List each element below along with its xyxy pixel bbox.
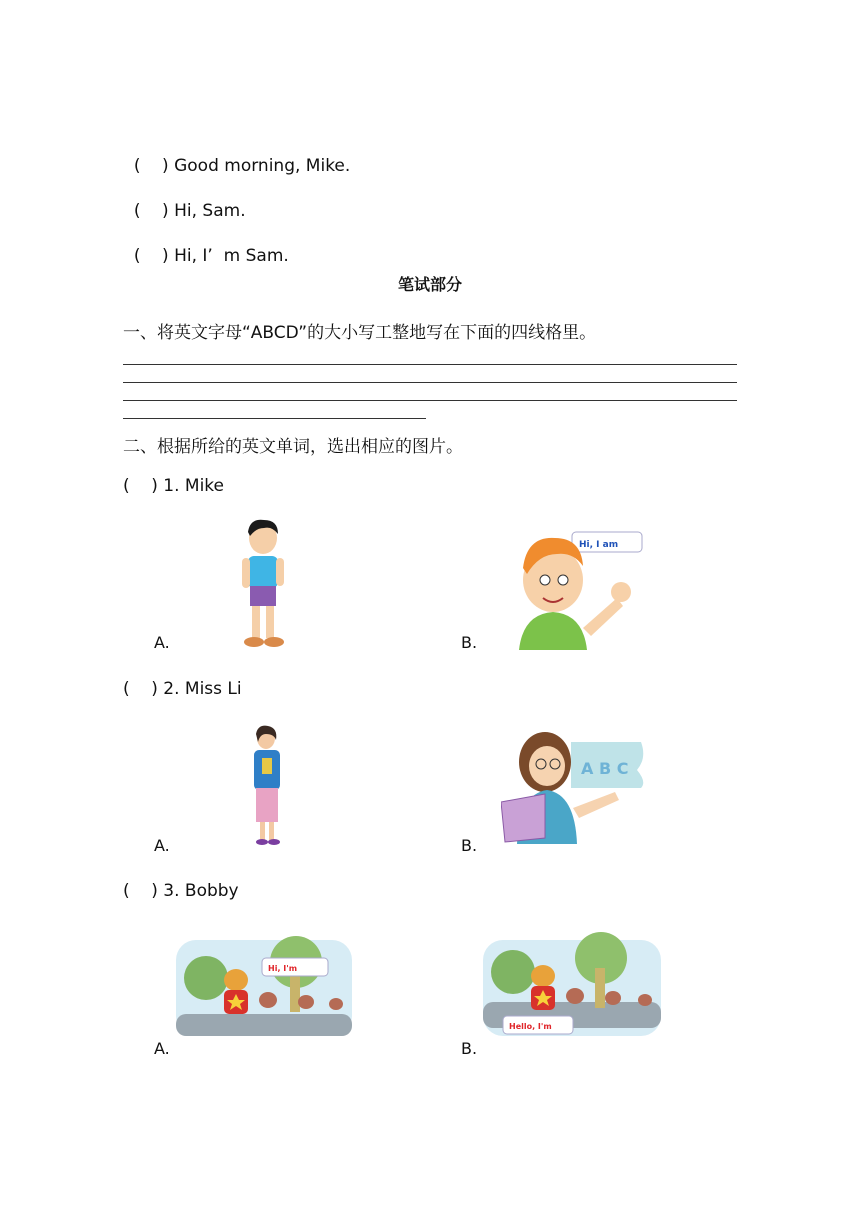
option-b-label: B. xyxy=(461,836,478,855)
writing-line-2 xyxy=(123,382,737,383)
q2-heading: 二、根据所给的英文单词，选出相应的图片。 xyxy=(123,437,463,457)
option-a-label: A. xyxy=(154,633,170,652)
option-a-label: A. xyxy=(154,1039,170,1058)
boy-waving-image xyxy=(517,518,659,650)
item-text: Good morning, Mike. xyxy=(174,156,351,176)
q2-item-2-prompt: ( ) 2. Miss Li xyxy=(123,679,242,699)
bobby-scene-b-image xyxy=(483,922,661,1054)
writing-line-4 xyxy=(123,418,426,419)
answer-paren: ( ) xyxy=(133,201,169,221)
board-letters: A B C xyxy=(581,759,629,778)
listening-item-3 xyxy=(123,226,289,266)
q1-heading: 一、将英文字母“ABCD”的大小写工整地写在下面的四线格里。 xyxy=(123,323,597,343)
teacher-with-book-image xyxy=(501,728,647,844)
answer-paren: ( ) xyxy=(133,246,169,266)
speech-bubble-text: Hi, I am xyxy=(579,540,619,550)
listening-item-2 xyxy=(123,181,246,221)
answer-paren: ( ) xyxy=(133,156,169,176)
option-b-label: B. xyxy=(461,633,478,652)
section-title: 笔试部分 xyxy=(397,275,462,294)
writing-line-1 xyxy=(123,364,737,365)
speech-bubble-text: Hello, I'm xyxy=(509,1022,552,1031)
q2-item-3-prompt: ( ) 3. Bobby xyxy=(123,881,239,901)
speech-bubble-text: Hi, I'm xyxy=(268,964,298,973)
item-text: Hi, I’ m Sam. xyxy=(174,246,289,266)
q2-item-1-prompt: ( ) 1. Mike xyxy=(123,476,224,496)
listening-item-1 xyxy=(123,136,350,176)
bobby-scene-a-image xyxy=(176,922,352,1054)
option-a-label: A. xyxy=(154,836,170,855)
option-b-label: B. xyxy=(461,1039,478,1058)
writing-line-3 xyxy=(123,400,737,401)
item-text: Hi, Sam. xyxy=(174,201,246,221)
woman-standing-image xyxy=(244,724,290,846)
boy-standing-image xyxy=(228,516,298,650)
